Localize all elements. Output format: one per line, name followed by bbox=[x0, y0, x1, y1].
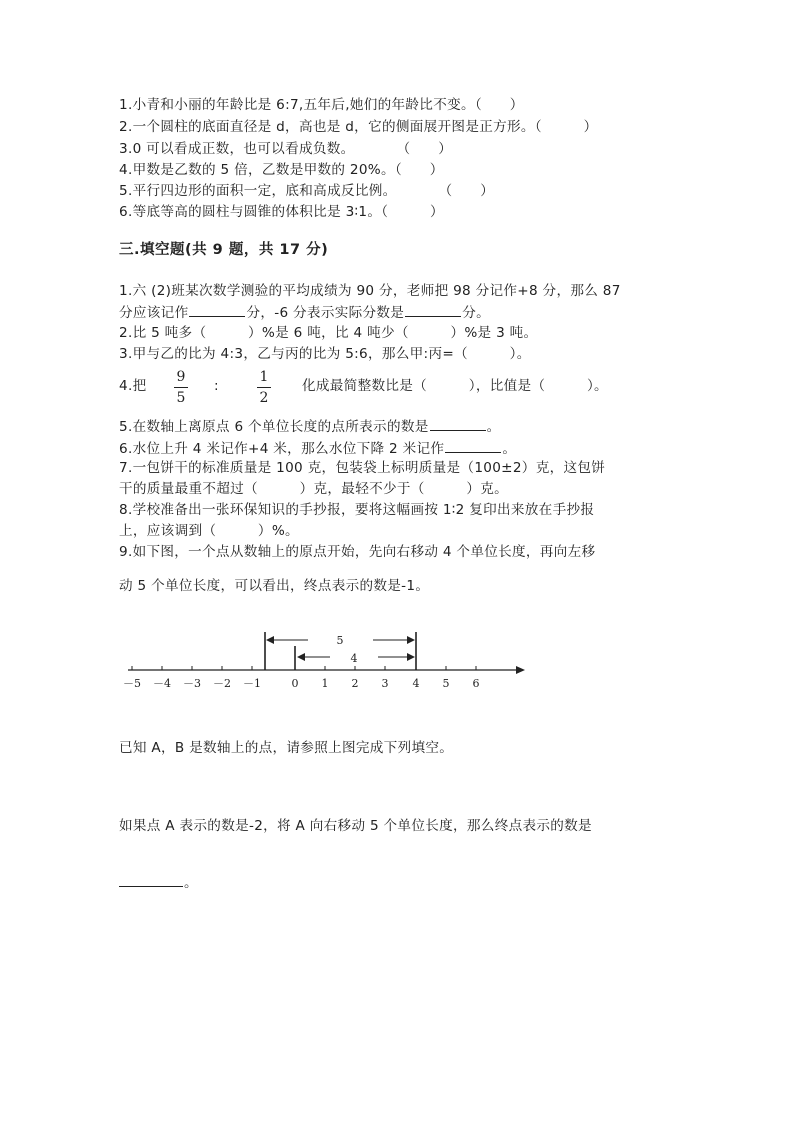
fill-q9-line4: 如果点 A 表示的数是-2，将 A 向右移动 5 个单位长度，那么终点表示的数是 bbox=[119, 818, 592, 834]
fill-q1-line1: 1.六 (2)班某次数学测验的平均成绩为 90 分，老师把 98 分记作+8 分，那么 87 bbox=[119, 283, 621, 299]
fraction-bar bbox=[174, 387, 188, 388]
fill-q1-text2: 分，-6 分表示实际分数是 bbox=[246, 305, 405, 321]
judge-item-2: 2.一个圆柱的底面直径是 d，高也是 d，它的侧面展开图是正方形。（ ） bbox=[119, 119, 598, 135]
fill-q7-line1: 7.一包饼干的标准质量是 100 克，包装袋上标明质量是（100±2）克，这包饼 bbox=[119, 460, 606, 476]
fraction-numerator: 9 bbox=[176, 369, 186, 385]
answer-blank bbox=[445, 438, 501, 453]
answer-blank bbox=[430, 416, 486, 431]
fraction-numerator: 1 bbox=[259, 369, 269, 385]
fill-q9-line5 bbox=[119, 872, 198, 893]
section-3-title: 三.填空题(共 9 题，共 17 分) bbox=[119, 242, 329, 258]
fill-q9-line1: 9.如下图，一个点从数轴上的原点开始，先向右移动 4 个单位长度，再向左移 bbox=[119, 544, 596, 560]
axis-tick-label: 2 bbox=[351, 677, 359, 690]
fraction-bar bbox=[257, 387, 271, 388]
judge-item-6: 6.等底等高的圆柱与圆锥的体积比是 3∶1。（ ） bbox=[119, 204, 444, 220]
judge-item-1: 1.小青和小丽的年龄比是 6:7,五年后,她们的年龄比不变。（ ） bbox=[119, 97, 524, 113]
axis-tick-label: 4 bbox=[412, 677, 420, 690]
fill-q5 bbox=[119, 416, 501, 437]
judge-item-3: 3.0 可以看成正数，也可以看成负数。 （ ） bbox=[119, 141, 453, 157]
axis-tick-label: 1 bbox=[321, 677, 329, 690]
axis-tick-label: －4 bbox=[153, 677, 171, 690]
fill-q4-colon: : bbox=[214, 378, 219, 394]
axis-arrow bbox=[516, 666, 525, 674]
axis-tick-label: 3 bbox=[381, 677, 389, 690]
axis-tick-label: －3 bbox=[183, 677, 201, 690]
fill-q1-text1: 分应该记作 bbox=[119, 305, 189, 321]
fill-q4-prefix: 4.把 bbox=[119, 378, 147, 394]
answer-blank bbox=[405, 302, 461, 317]
fill-q9-end: 。 bbox=[184, 875, 198, 891]
axis-tick-label: －2 bbox=[213, 677, 231, 690]
number-line-diagram bbox=[118, 630, 538, 700]
axis-tick-label: －5 bbox=[123, 677, 141, 690]
fill-q3: 3.甲与乙的比为 4:3，乙与丙的比为 5:6，那么甲:丙=（ ）。 bbox=[119, 346, 531, 362]
fill-q1-line2 bbox=[119, 302, 490, 323]
fill-q9-line3: 已知 A，B 是数轴上的点，请参照上图完成下列填空。 bbox=[119, 740, 454, 756]
judge-item-5: 5.平行四边形的面积一定，底和高成反比例。 （ ） bbox=[119, 183, 495, 199]
axis-tick-label: 6 bbox=[472, 677, 480, 690]
fill-q5-end: 。 bbox=[486, 419, 501, 435]
axis-tick-label: 0 bbox=[291, 677, 299, 690]
axis-tick-label: 5 bbox=[442, 677, 450, 690]
fill-q8-line1: 8.学校准备出一张环保知识的手抄报，要将这幅画按 1∶2 复印出来放在手抄报 bbox=[119, 502, 595, 518]
fraction-9-5 bbox=[174, 368, 188, 407]
fill-q6-end: 。 bbox=[502, 441, 517, 457]
fill-q2: 2.比 5 吨多（ ）%是 6 吨，比 4 吨少（ ）%是 3 吨。 bbox=[119, 325, 538, 341]
fraction-denominator: 2 bbox=[259, 390, 269, 406]
fraction-denominator: 5 bbox=[176, 390, 186, 406]
fill-q7-line2: 干的质量最重不超过（ ）克，最轻不少于（ ）克。 bbox=[119, 481, 509, 497]
fill-q1-text3: 分。 bbox=[462, 305, 490, 321]
fill-q6-text: 6.水位上升 4 米记作+4 米，那么水位下降 2 米记作 bbox=[119, 441, 445, 457]
arrow-4-label: 4 bbox=[350, 652, 358, 665]
fill-q9-line2: 动 5 个单位长度，可以看出，终点表示的数是-1。 bbox=[119, 578, 430, 594]
fraction-1-2 bbox=[257, 368, 271, 407]
fill-q8-line2: 上，应该调到（ ）%。 bbox=[119, 523, 299, 539]
answer-blank bbox=[119, 872, 183, 887]
fill-q5-text: 5.在数轴上离原点 6 个单位长度的点所表示的数是 bbox=[119, 419, 429, 435]
axis-tick-label: －1 bbox=[243, 677, 261, 690]
judge-item-4: 4.甲数是乙数的 5 倍，乙数是甲数的 20%。（ ） bbox=[119, 162, 444, 178]
fill-q4-suffix: 化成最简整数比是（ ），比值是（ ）。 bbox=[302, 378, 608, 394]
fill-q6 bbox=[119, 438, 516, 459]
answer-blank bbox=[189, 302, 245, 317]
arrow-5-label: 5 bbox=[336, 634, 344, 647]
